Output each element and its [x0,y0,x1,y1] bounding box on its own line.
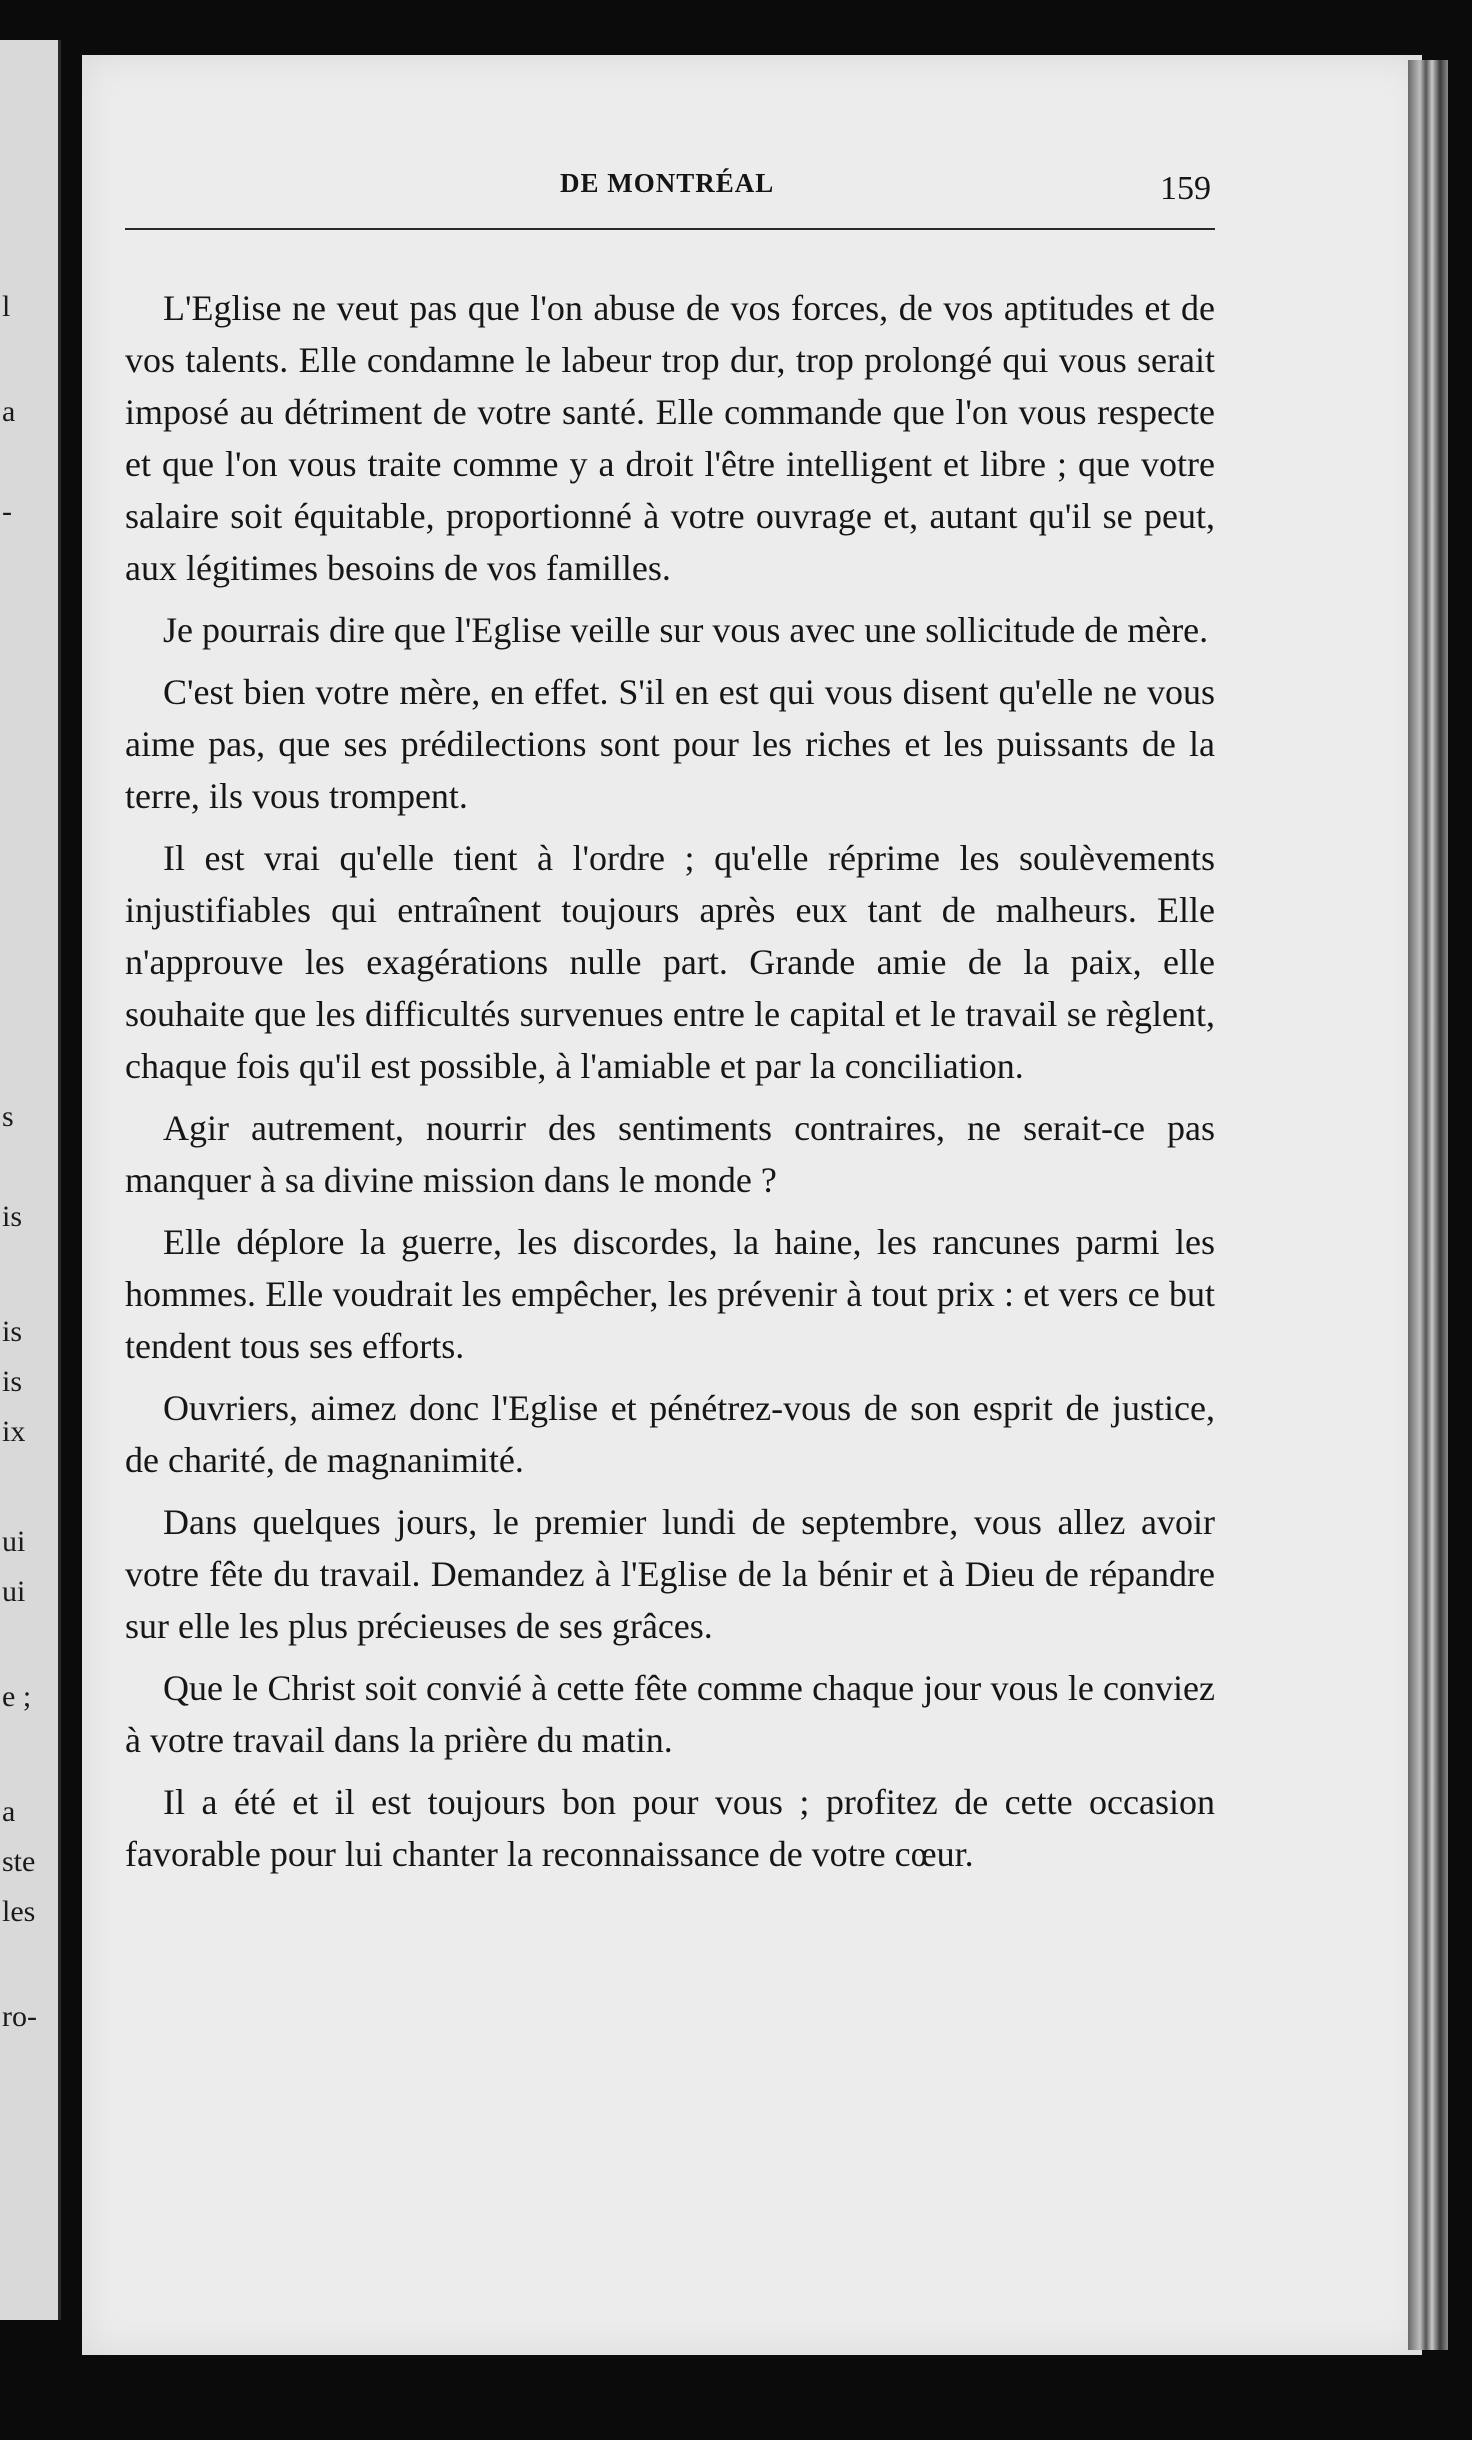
header-rule [125,228,1215,230]
facing-page-fragment: ix [2,1415,26,1448]
facing-page-fragment: les [2,1895,36,1928]
paragraph: Ouvriers, aimez donc l'Eglise et pénétrez-vous de son esprit de justice, de charité, de magnanimité. [125,1388,1215,1480]
paragraph: L'Eglise ne veut pas que l'on abuse de vos forces, de vos aptitudes et de vos talents. Elle condamne le labeur trop dur, trop prolongé qui vous serait imposé au détriment de votre santé. Elle commande que l'on vous respecte et que l'on vous traite comme y a droit l'être intelligent et libre ; que votre salaire soit équitable, proportionné à votre ouvrage et, autant qu'il se peut, aux légitimes besoins de vos familles. [125,288,1215,588]
facing-page-fragment: is [2,1315,23,1348]
facing-page-fragment: s [2,1100,14,1133]
facing-page-fragment: is [2,1200,23,1233]
facing-page-edge [0,40,61,2320]
facing-page-fragment: ui [2,1525,26,1558]
paragraph: Que le Christ soit convié à cette fête comme chaque jour vous le conviez à votre travail dans la prière du matin. [125,1668,1215,1760]
running-head: DE MONTRÉAL [560,168,775,198]
page-body [125,282,1215,1890]
page-number: 159 [1160,170,1211,207]
facing-page-fragment: a [2,1795,16,1828]
page-edge-shadow [1408,60,1448,2350]
facing-page-fragment: e ; [2,1680,32,1713]
paragraph: Il est vrai qu'elle tient à l'ordre ; qu'elle réprime les soulèvements injustifiables qui entraînent toujours après eux tant de malheurs. Elle n'approuve les exagérations nulle part. Grande amie de la paix, elle souhaite que les difficultés survenues entre le capital et le travail se règlent, chaque fois qu'il est possible, à l'amiable et par la conciliation. [125,838,1215,1086]
facing-page-fragment: a [2,395,16,428]
facing-page-fragment: ro- [2,2000,37,2033]
paragraph: C'est bien votre mère, en effet. S'il en est qui vous disent qu'elle ne vous aime pas, que ses prédilections sont pour les riches et les puissants de la terre, ils vous trompent. [125,672,1215,816]
facing-page-fragment: l [2,290,11,323]
facing-page-fragment: - [2,495,12,528]
facing-page-fragment: is [2,1365,23,1398]
paragraph: Agir autrement, nourrir des sentiments contraires, ne serait-ce pas manquer à sa divine mission dans le monde ? [125,1108,1215,1200]
facing-page-fragment: ui [2,1575,26,1608]
facing-page-fragment: ste [2,1845,36,1878]
paragraph: Dans quelques jours, le premier lundi de septembre, vous allez avoir votre fête du travail. Demandez à l'Eglise de la bénir et à Dieu de répandre sur elle les plus précieuses de ses grâces. [125,1502,1215,1646]
paragraph: Je pourrais dire que l'Eglise veille sur vous avec une sollicitude de mère. [163,610,1209,650]
paragraph: Il a été et il est toujours bon pour vous ; profitez de cette occasion favorable pour lui chanter la reconnaissance de votre cœur. [125,1782,1215,1874]
paragraph: Elle déplore la guerre, les discordes, la haine, les rancunes parmi les hommes. Elle voudrait les empêcher, les prévenir à tout prix : et vers ce but tendent tous ses efforts. [125,1222,1215,1366]
